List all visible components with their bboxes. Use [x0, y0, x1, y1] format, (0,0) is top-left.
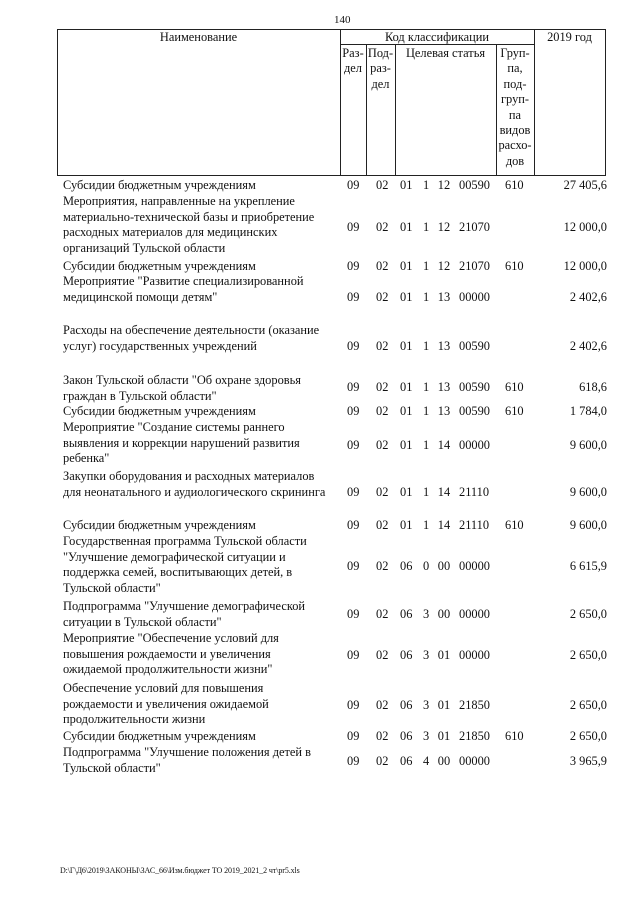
- row-razdel: 09: [347, 729, 360, 743]
- row-program: 06: [400, 698, 413, 712]
- row-razdel: 09: [347, 220, 360, 234]
- row-name: Закупки оборудования и расходных материалов для неонатального и аудиологического скрининга: [63, 469, 326, 499]
- row-podrazdel: 02: [376, 220, 389, 234]
- row-direction: 21850: [459, 698, 490, 712]
- row-direction: 21070: [459, 259, 490, 273]
- row-amount: 2 650,0: [569, 698, 607, 712]
- row-vid: 610: [505, 518, 524, 532]
- row-amount: 618,6: [579, 380, 607, 394]
- header-year: 2019 год: [547, 30, 592, 44]
- row-program: 01: [400, 178, 413, 192]
- row-direction: 00590: [459, 339, 490, 353]
- row-vid: 610: [505, 178, 524, 192]
- row-direction: 00590: [459, 380, 490, 394]
- row-program: 01: [400, 518, 413, 532]
- row-name: Субсидии бюджетным учреждениям: [63, 178, 256, 192]
- row-razdel: 09: [347, 648, 360, 662]
- row-subprogram: 1: [423, 220, 430, 234]
- row-subprogram: 1: [423, 259, 430, 273]
- row-name: Государственная программа Тульской области "Улучшение демографической ситуации и поддержка семей, воспитывающих детей, в Тульской области": [63, 534, 307, 595]
- row-direction: 21110: [459, 485, 490, 499]
- row-amount: 9 600,0: [569, 518, 607, 532]
- row-program: 01: [400, 290, 413, 304]
- row-amount: 9 600,0: [569, 485, 607, 499]
- row-event: 12: [437, 178, 451, 192]
- row-subprogram: 1: [423, 438, 430, 452]
- row-name: Обеспечение условий для повышения рождаемости и увеличения ожидаемой продолжительности жизни: [63, 681, 269, 727]
- row-subprogram: 1: [423, 485, 430, 499]
- row-podrazdel: 02: [376, 729, 389, 743]
- row-name: Мероприятие "Обеспечение условий для повышения рождаемости и увеличения ожидаемой продолжительности жизни": [63, 631, 279, 677]
- row-direction: 00590: [459, 178, 490, 192]
- row-razdel: 09: [347, 404, 360, 418]
- row-razdel: 09: [347, 607, 360, 621]
- row-program: 01: [400, 404, 413, 418]
- row-program: 06: [400, 754, 413, 768]
- row-name: Субсидии бюджетным учреждениям: [63, 404, 256, 418]
- row-event: 01: [437, 729, 451, 743]
- row-amount: 1 784,0: [569, 404, 607, 418]
- row-amount: 12 000,0: [563, 259, 607, 273]
- row-amount: 2 402,6: [569, 290, 607, 304]
- row-direction: 21110: [459, 518, 490, 532]
- row-event: 14: [437, 518, 451, 532]
- page-number: 140: [334, 14, 351, 26]
- row-event: 14: [437, 485, 451, 499]
- row-amount: 6 615,9: [569, 559, 607, 573]
- row-event: 13: [437, 380, 451, 394]
- row-razdel: 09: [347, 339, 360, 353]
- row-name: Подпрограмма "Улучшение демографической ситуации в Тульской области": [63, 599, 306, 629]
- row-program: 01: [400, 485, 413, 499]
- row-razdel: 09: [347, 698, 360, 712]
- row-podrazdel: 02: [376, 607, 389, 621]
- row-event: 12: [437, 259, 451, 273]
- row-podrazdel: 02: [376, 259, 389, 273]
- row-amount: 9 600,0: [569, 438, 607, 452]
- row-vid: 610: [505, 259, 524, 273]
- row-direction: 00000: [459, 290, 490, 304]
- header-name: Наименование: [159, 30, 238, 44]
- row-event: 13: [437, 404, 451, 418]
- row-podrazdel: 02: [376, 559, 389, 573]
- row-event: 13: [437, 290, 451, 304]
- row-subprogram: 1: [423, 518, 430, 532]
- row-name: Субсидии бюджетным учреждениям: [63, 518, 256, 532]
- row-event: 12: [437, 220, 451, 234]
- row-amount: 12 000,0: [563, 220, 607, 234]
- header-razdel: Раз- дел: [342, 46, 364, 76]
- row-vid: 610: [505, 729, 524, 743]
- header-vid: Груп- па, под- груп- па видов расхо- дов: [498, 46, 532, 168]
- row-podrazdel: 02: [376, 485, 389, 499]
- row-podrazdel: 02: [376, 380, 389, 394]
- row-subprogram: 1: [423, 339, 430, 353]
- row-podrazdel: 02: [376, 438, 389, 452]
- row-razdel: 09: [347, 438, 360, 452]
- header-target: Целевая статья: [405, 46, 486, 60]
- row-event: 14: [437, 438, 451, 452]
- row-program: 01: [400, 380, 413, 394]
- row-program: 01: [400, 339, 413, 353]
- row-name: Подпрограмма "Улучшение положения детей в Тульской области": [63, 745, 312, 775]
- row-razdel: 09: [347, 559, 360, 573]
- row-name: Расходы на обеспечение деятельности (оказание услуг) государственных учреждений: [63, 323, 320, 353]
- file-path: D:\Г\Д6\2019\ЗАКОНЫ\ЗАС_66\Изм.бюджет ТО 2019_2021_2 чт\pr5.xls: [60, 866, 300, 875]
- row-event: 00: [437, 559, 451, 573]
- row-razdel: 09: [347, 290, 360, 304]
- row-name: Мероприятие "Развитие специализированной медицинской помощи детям": [63, 274, 304, 304]
- row-program: 06: [400, 648, 413, 662]
- row-subprogram: 0: [423, 559, 430, 573]
- row-amount: 27 405,6: [563, 178, 607, 192]
- row-podrazdel: 02: [376, 698, 389, 712]
- row-name: Субсидии бюджетным учреждениям: [63, 729, 256, 743]
- row-amount: 2 650,0: [569, 607, 607, 621]
- row-name: Мероприятие "Создание системы раннего выявления и коррекции нарушений развития ребенка": [63, 420, 300, 466]
- row-subprogram: 3: [423, 648, 430, 662]
- row-subprogram: 1: [423, 178, 430, 192]
- row-event: 01: [437, 698, 451, 712]
- row-direction: 00000: [459, 559, 490, 573]
- row-subprogram: 3: [423, 607, 430, 621]
- row-name: Мероприятия, направленные на укрепление материально-технической базы и приобретение расходных материалов для медицинских организаций Тульской области: [63, 194, 315, 255]
- row-direction: 21070: [459, 220, 490, 234]
- row-subprogram: 3: [423, 729, 430, 743]
- row-program: 06: [400, 559, 413, 573]
- row-program: 01: [400, 259, 413, 273]
- row-razdel: 09: [347, 485, 360, 499]
- row-amount: 2 402,6: [569, 339, 607, 353]
- row-program: 06: [400, 607, 413, 621]
- row-direction: 21850: [459, 729, 490, 743]
- row-podrazdel: 02: [376, 754, 389, 768]
- header-podrazdel: Под- раз- дел: [367, 46, 394, 91]
- row-subprogram: 1: [423, 380, 430, 394]
- row-event: 01: [437, 648, 451, 662]
- row-podrazdel: 02: [376, 339, 389, 353]
- row-program: 06: [400, 729, 413, 743]
- row-amount: 2 650,0: [569, 648, 607, 662]
- header-classification: Код классификации: [384, 30, 490, 44]
- row-razdel: 09: [347, 380, 360, 394]
- row-razdel: 09: [347, 754, 360, 768]
- row-subprogram: 3: [423, 698, 430, 712]
- row-podrazdel: 02: [376, 518, 389, 532]
- row-name: Субсидии бюджетным учреждениям: [63, 259, 256, 273]
- row-event: 00: [437, 754, 451, 768]
- row-amount: 2 650,0: [569, 729, 607, 743]
- row-event: 00: [437, 607, 451, 621]
- row-vid: 610: [505, 380, 524, 394]
- row-program: 01: [400, 438, 413, 452]
- row-amount: 3 965,9: [569, 754, 607, 768]
- row-direction: 00000: [459, 754, 490, 768]
- row-podrazdel: 02: [376, 290, 389, 304]
- row-direction: 00000: [459, 648, 490, 662]
- row-event: 13: [437, 339, 451, 353]
- row-podrazdel: 02: [376, 404, 389, 418]
- row-razdel: 09: [347, 518, 360, 532]
- row-name: Закон Тульской области "Об охране здоровья граждан в Тульской области": [63, 373, 301, 403]
- row-podrazdel: 02: [376, 178, 389, 192]
- row-subprogram: 1: [423, 404, 430, 418]
- row-subprogram: 1: [423, 290, 430, 304]
- row-direction: 00000: [459, 607, 490, 621]
- row-direction: 00590: [459, 404, 490, 418]
- row-razdel: 09: [347, 259, 360, 273]
- row-vid: 610: [505, 404, 524, 418]
- row-direction: 00000: [459, 438, 490, 452]
- row-podrazdel: 02: [376, 648, 389, 662]
- row-subprogram: 4: [423, 754, 430, 768]
- row-program: 01: [400, 220, 413, 234]
- row-razdel: 09: [347, 178, 360, 192]
